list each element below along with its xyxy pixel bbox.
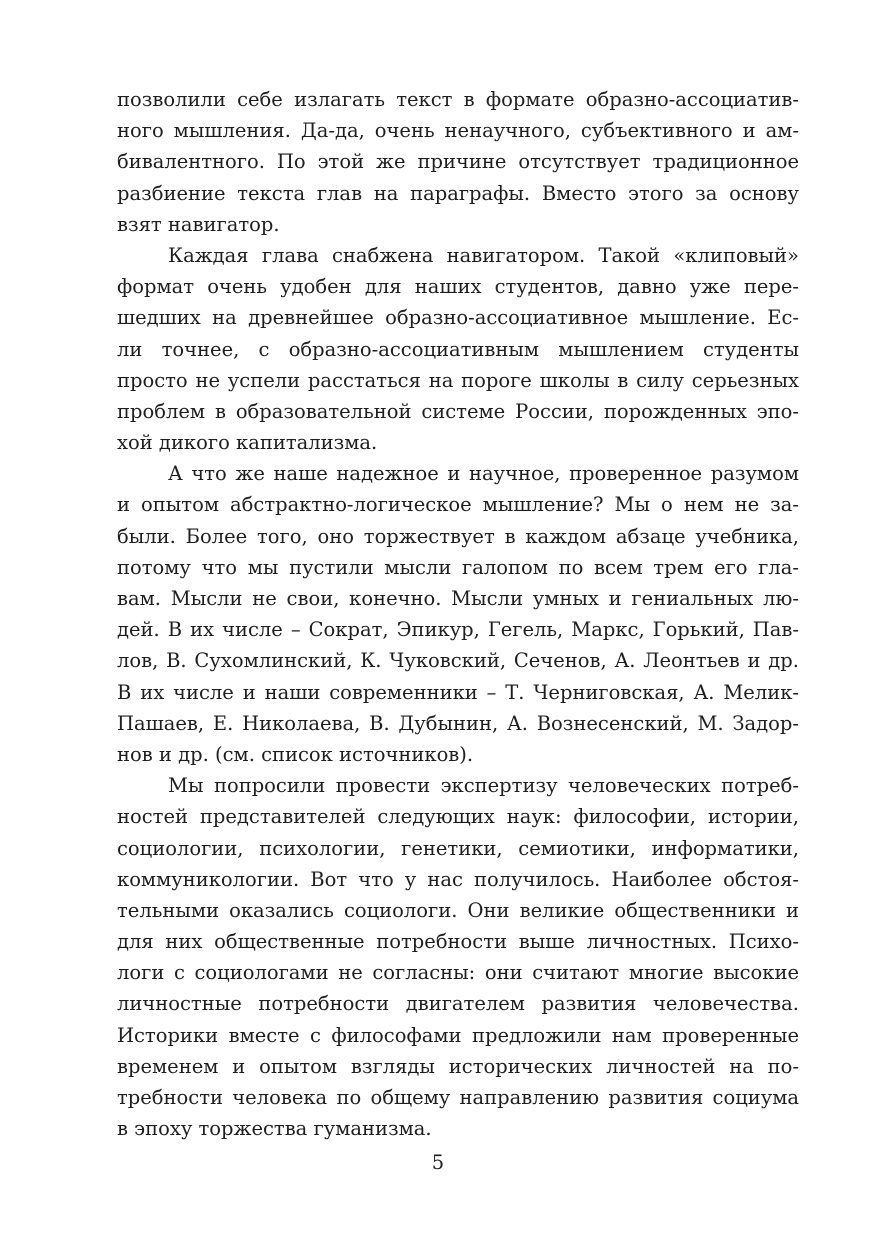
paragraph-1 — [117, 84, 799, 240]
text-line: нов и др. (см. список источников). — [117, 742, 474, 766]
text-line: Историки вместе с философами предложили нам проверенные — [117, 1023, 799, 1047]
text-line: Мы попросили провести экспертизу человеческих потреб- — [168, 774, 799, 798]
paragraph-4 — [117, 770, 799, 1144]
text-line: позволили себе излагать текст в формате образно-ассоциатив- — [117, 88, 799, 111]
text-line: личностные потребности двигателем развития человечества. — [117, 992, 799, 1016]
text-line: бивалентного. По этой же причине отсутствует традиционное — [117, 150, 799, 174]
text-line: в эпоху торжества гуманизма. — [117, 1117, 432, 1141]
text-line: ного мышления. Да-да, очень ненаучного, субъективного и ам- — [117, 119, 799, 143]
page-number: 5 — [431, 1151, 445, 1174]
text-line: ли точнее, с образно-ассоциативным мышлением студенты — [117, 337, 799, 361]
text-line: проблем в образовательной системе России, порожденных эпо- — [117, 399, 799, 423]
text-line: шедших на древнейшее образно-ассоциативное мышление. Ес- — [117, 306, 799, 330]
text-line: социологии, психологии, генетики, семиотики, информатики, — [117, 836, 799, 860]
text-line: А что же наше надежное и научное, проверенное разумом — [168, 462, 799, 486]
text-line: коммуникологии. Вот что у нас получилось. Наиболее обстоя- — [117, 867, 799, 891]
text-line: ностей представителей следующих наук: философии, истории, — [117, 805, 799, 829]
text-line: разбиение текста глав на параграфы. Вместо этого за основу — [117, 181, 799, 205]
text-line: хой дикого капитализма. — [117, 431, 378, 455]
text-line: просто не успели расстаться на пороге школы в силу серьезных — [117, 368, 799, 392]
text-line: Пашаев, Е. Николаева, В. Дубынин, А. Вознесенский, М. Задор- — [117, 711, 799, 735]
text-line: были. Более того, оно торжествует в каждом абзаце учебника, — [117, 524, 799, 548]
text-line: и опытом абстрактно-логическое мышление? Мы о нем не за- — [117, 493, 799, 517]
text-line: потому что мы пустили мысли галопом по всем трем его гла- — [117, 555, 799, 579]
text-line: тельными оказались социологи. Они великие общественники и — [117, 898, 799, 922]
text-line: формат очень удобен для наших студентов, давно уже пере- — [117, 275, 799, 299]
text-line: дей. В их числе – Сократ, Эпикур, Гегель, Маркс, Горький, Пав- — [117, 618, 799, 642]
text-line: лов, В. Сухомлинский, К. Чуковский, Сеченов, А. Леонтьев и др. — [117, 649, 799, 673]
text-line: для них общественные потребности выше личностных. Психо- — [117, 930, 799, 954]
text-line: требности человека по общему направлению развития социума — [117, 1086, 799, 1109]
text-line: Каждая глава снабжена навигатором. Такой «клиповый» — [168, 243, 799, 267]
paragraph-3 — [117, 458, 799, 770]
text-line: временем и опытом взгляды исторических личностей на по- — [117, 1054, 799, 1078]
text-line: В их числе и наши современники – Т. Черниговская, А. Мелик- — [117, 680, 799, 704]
paragraph-2 — [117, 240, 799, 458]
text-line: вам. Мысли не свои, конечно. Мысли умных и гениальных лю- — [117, 587, 799, 610]
page-text — [117, 84, 799, 1144]
text-line: логи с социологами не согласны: они считают многие высокие — [117, 961, 799, 985]
text-line: взят навигатор. — [117, 212, 280, 236]
